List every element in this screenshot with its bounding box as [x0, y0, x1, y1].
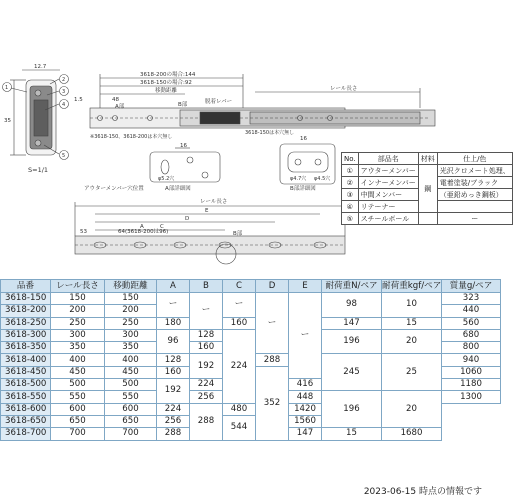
hole-4-7: φ4.7穴: [290, 176, 307, 182]
parts-finish: 電着塗装/ブラック: [437, 177, 512, 189]
cell-travel: 650: [105, 415, 157, 427]
dim-53: 53: [80, 229, 87, 235]
dim-92: 3618-150の場合:92: [140, 80, 192, 86]
cell-model: 3618-500: [1, 379, 51, 391]
detail-b-mark-top: B部: [178, 102, 188, 108]
parts-finish: ー: [437, 213, 512, 225]
outer-member-hole-label: アウターメンバー穴位置: [84, 186, 144, 192]
cell-travel: 500: [105, 379, 157, 391]
dim-16-b: 16: [300, 136, 307, 142]
parts-header-finish: 仕上/色: [437, 153, 512, 165]
cell-model: 3618-150: [1, 293, 51, 305]
parts-header-row: [342, 153, 513, 165]
cell-travel: 400: [105, 354, 157, 366]
cell-travel: 450: [105, 366, 157, 378]
parts-row: [342, 165, 513, 177]
rail-length-label: レール長さ: [330, 86, 358, 92]
cell-d: ー: [256, 293, 289, 354]
cell-model: 3618-350: [1, 342, 51, 354]
cell-mass: 323: [442, 293, 501, 305]
parts-material-blank: [418, 213, 437, 225]
cell-model: 3618-200: [1, 305, 51, 317]
cell-rail: 200: [51, 305, 105, 317]
cell-mass: 1680: [382, 428, 442, 440]
cell-b: 256: [190, 391, 223, 403]
cell-d: 352: [256, 366, 289, 440]
dim-1-5: 1.5: [74, 97, 83, 103]
header-c: C: [223, 280, 256, 293]
detail-a-title: A部詳細図: [165, 186, 191, 192]
header-mass: 質量g/ペア: [442, 280, 501, 293]
dim-d: D: [185, 216, 190, 222]
cell-mass: 680: [442, 329, 501, 341]
parts-header-name: 部品名: [358, 153, 418, 165]
callout-1: 1: [5, 85, 9, 91]
cell-travel: 350: [105, 342, 157, 354]
table-row: [1, 293, 501, 305]
cell-travel: 150: [105, 293, 157, 305]
cell-model: 3618-300: [1, 329, 51, 341]
parts-finish: [437, 201, 512, 213]
cell-load-kgf: 15: [382, 317, 442, 329]
cell-travel: 250: [105, 317, 157, 329]
header-model: 品番: [1, 280, 51, 293]
cell-rail: 700: [51, 428, 105, 440]
cell-e: 416: [289, 379, 322, 391]
cell-load-kgf: 25: [382, 354, 442, 391]
cell-load-n: 98: [322, 293, 382, 318]
cell-mass: 1180: [442, 379, 501, 391]
cell-d: 288: [256, 354, 289, 366]
dim-144: 3618-200の場合:144: [140, 72, 196, 78]
parts-no: ④: [342, 201, 359, 213]
cell-b: 192: [190, 354, 223, 379]
parts-name: 中間メンバー: [358, 189, 418, 201]
header-load-kgf: 耐荷重kgf/ペア: [382, 280, 442, 291]
parts-name: リテーナー: [358, 201, 418, 213]
spec-table: [0, 279, 501, 441]
date-note: 2023-06-15 時点の情報です: [363, 487, 482, 497]
dim-c: C: [160, 224, 164, 230]
release-lever-label: 脱着レバー: [205, 99, 233, 105]
cell-travel: 200: [105, 305, 157, 317]
cell-model: 3618-700: [1, 428, 51, 440]
note-no-hole-2: 3618-150は本穴無し: [245, 130, 295, 136]
height-dim: 35: [4, 118, 11, 124]
cell-mass: 1060: [442, 366, 501, 378]
parts-finish: （亜鉛めっき鋼板）: [437, 189, 512, 201]
callout-4: 4: [62, 102, 66, 108]
cell-c: 160: [223, 317, 256, 329]
cell-model: 3618-550: [1, 391, 51, 403]
header-a: A: [157, 280, 190, 293]
cell-model: 3618-600: [1, 403, 51, 415]
cell-c: ー: [223, 293, 256, 318]
parts-material: 鋼: [418, 165, 437, 213]
header-load-n: 耐荷重N/ペア: [322, 280, 382, 293]
cell-rail: 300: [51, 329, 105, 341]
note-no-hole-1: ※3618-150、3618-200は本穴無し: [90, 134, 173, 140]
cell-load-kgf: 15: [322, 428, 382, 440]
cell-mass: 800: [442, 342, 501, 354]
cell-e: 480: [223, 403, 256, 415]
parts-finish: 光沢クロメート処理、: [437, 165, 512, 177]
cell-load-kgf: 10: [382, 293, 442, 318]
spec-header-row: [1, 280, 501, 293]
cell-b: 160: [190, 342, 223, 354]
cell-b: 128: [190, 329, 223, 341]
detail-a-mark: A部: [115, 104, 125, 110]
table-row: [1, 317, 501, 329]
dim-e: E: [205, 208, 209, 214]
cell-mass: 440: [442, 305, 501, 317]
cell-load-kgf: 20: [382, 391, 442, 428]
cell-rail: 600: [51, 403, 105, 415]
callout-5: 5: [62, 153, 66, 159]
cell-model: 3618-650: [1, 415, 51, 427]
cell-rail: 150: [51, 293, 105, 305]
cell-travel: 300: [105, 329, 157, 341]
cell-b: 288: [190, 403, 223, 440]
cell-rail: 250: [51, 317, 105, 329]
cell-rail: 400: [51, 354, 105, 366]
cell-rail: 650: [51, 415, 105, 427]
cell-model: 3618-250: [1, 317, 51, 329]
cell-a: 128: [157, 354, 190, 366]
travel-label: 移動距離: [155, 88, 178, 94]
cell-c: 224: [223, 329, 256, 403]
cell-mass: 940: [442, 354, 501, 366]
cell-rail: 500: [51, 379, 105, 391]
parts-no: ②: [342, 177, 359, 189]
cell-a: 160: [157, 366, 190, 378]
rail-length-label-2: レール長さ: [200, 199, 228, 205]
dim-64: 64(3618-200は96): [118, 229, 169, 235]
cell-model: 3618-450: [1, 366, 51, 378]
detail-b-title: B部詳細図: [290, 186, 316, 192]
cell-travel: 550: [105, 391, 157, 403]
cell-travel: 700: [105, 428, 157, 440]
cell-load-n: 245: [322, 354, 382, 391]
cell-a: 96: [157, 329, 190, 354]
header-travel: 移動距離: [105, 280, 157, 293]
cell-mass: 1420: [289, 403, 322, 415]
dim-48: 48: [112, 97, 119, 103]
cell-a: 180: [157, 317, 190, 329]
header-e: E: [289, 280, 322, 293]
parts-header-material: 材料: [418, 153, 437, 165]
parts-table: [341, 152, 513, 225]
cell-load-n: 147: [322, 317, 382, 329]
cell-mass: 1300: [442, 391, 501, 403]
cell-a: 192: [157, 379, 190, 404]
parts-name: アウターメンバー: [358, 165, 418, 177]
cell-a: ー: [157, 293, 190, 318]
cell-a: 224: [157, 403, 190, 415]
parts-name: スチールボール: [358, 213, 418, 225]
detail-b-mark: B部: [233, 231, 243, 237]
hole-5-2: φ5.2穴: [158, 176, 175, 182]
cell-e: ー: [289, 293, 322, 379]
table-row: [1, 329, 501, 341]
dim-a: A: [140, 224, 144, 230]
cell-load-n: 196: [322, 329, 382, 354]
parts-header-no: No.: [342, 153, 359, 165]
cell-e: 544: [223, 415, 256, 440]
cell-model: 3618-400: [1, 354, 51, 366]
header-d: D: [256, 280, 289, 293]
cell-a: 288: [157, 428, 190, 440]
cell-a: 256: [157, 415, 190, 427]
cell-load-n: 196: [322, 391, 382, 428]
header-rail-length: レール長さ: [51, 280, 105, 293]
cell-rail: 550: [51, 391, 105, 403]
hole-4-5: φ4.5穴: [314, 176, 331, 182]
width-dim: 12.7: [34, 64, 47, 70]
cell-e: 448: [289, 391, 322, 403]
dim-16-a: 16: [180, 143, 187, 149]
cell-rail: 350: [51, 342, 105, 354]
callout-2: 2: [62, 77, 66, 83]
cell-mass: 560: [442, 317, 501, 329]
cell-b: 224: [190, 379, 223, 391]
parts-no: ①: [342, 165, 359, 177]
parts-no: ⑤: [342, 213, 359, 225]
cell-travel: 600: [105, 403, 157, 415]
cell-mass: 1560: [289, 415, 322, 427]
parts-row: [342, 213, 513, 225]
cell-load-n: 147: [289, 428, 322, 440]
cell-load-kgf: 20: [382, 329, 442, 354]
outer-member-view: [75, 202, 345, 264]
scale-label: S=1/1: [28, 166, 49, 174]
parts-name: インナーメンバー: [358, 177, 418, 189]
header-b: B: [190, 280, 223, 293]
cell-b: ー: [190, 293, 223, 330]
parts-no: ③: [342, 189, 359, 201]
callout-3: 3: [62, 89, 66, 95]
cell-rail: 450: [51, 366, 105, 378]
